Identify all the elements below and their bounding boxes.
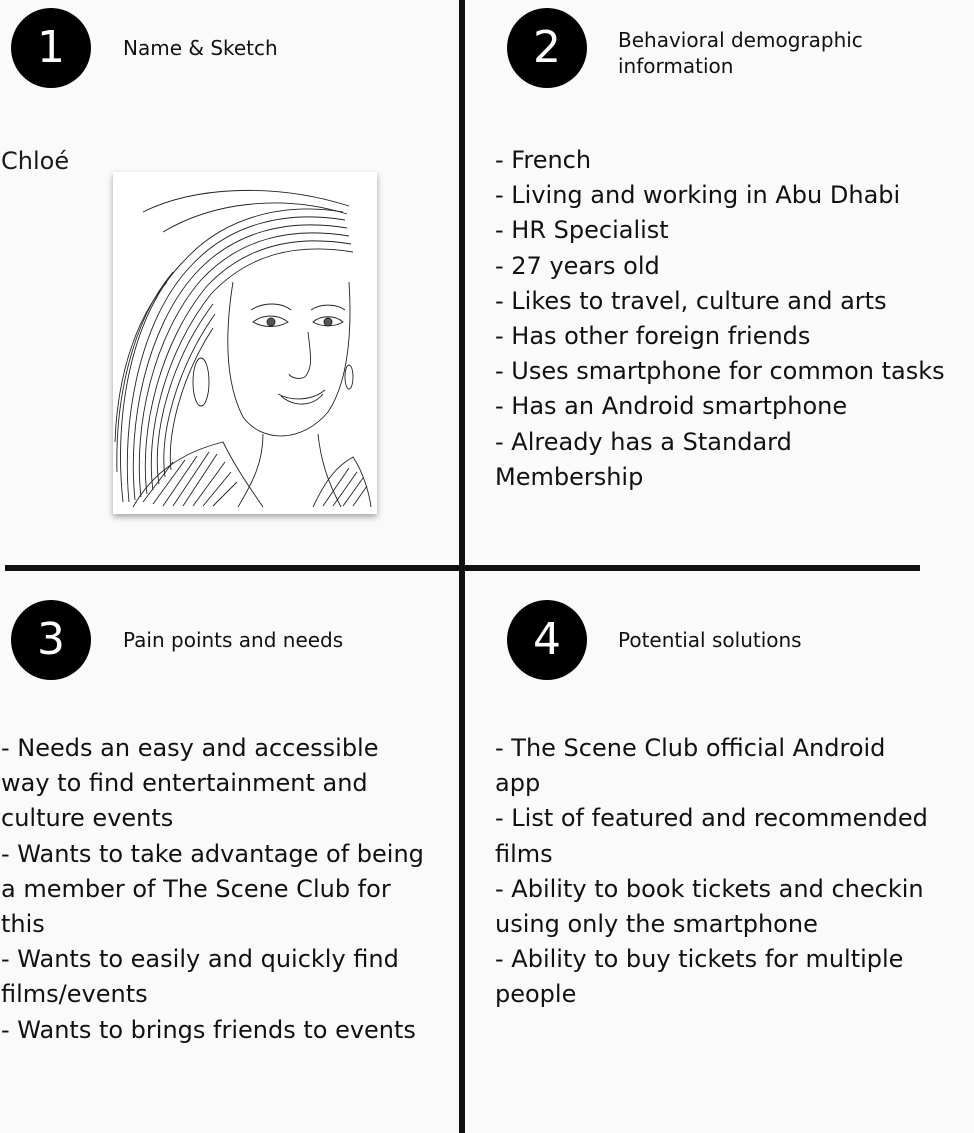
list-item: - French [495,146,592,174]
list-item: way to find entertainment and [1,769,368,798]
list-item: - Has an Android smartphone [495,392,848,421]
list-item: this [1,910,45,939]
list-item: - Has other foreign friends [495,322,811,351]
list-item: - Living and working in Abu Dhabi [495,181,901,210]
list-item: - List of featured and recommended [495,804,928,833]
step-badge-2: 2 [507,8,587,88]
quadrant-2-title: Behavioral demographic information [618,28,863,78]
list-item: - Needs an easy and accessible [1,734,379,762]
pain-points-list [1,731,456,1048]
solutions-list [495,731,973,1013]
list-item: - HR Specialist [495,216,669,245]
step-badge-4: 4 [507,600,587,680]
list-item: - Ability to book tickets and checkin [495,874,924,903]
step-badge-1: 1 [11,8,91,88]
demographic-list [495,143,973,495]
list-item: - Ability to buy tickets for multiple [495,945,904,974]
list-item: Membership [495,462,644,491]
list-item: app [495,769,541,798]
persona-sketch [113,172,377,514]
list-item: - Likes to travel, culture and arts [495,286,887,315]
list-item: - Wants to easily and quickly find [1,945,399,974]
list-item: - Wants to take advantage of being [1,839,424,868]
portrait-sketch-image [113,172,377,514]
list-item: people [495,980,577,1009]
list-item: culture events [1,804,174,833]
persona-name: Chloé [1,147,70,175]
quadrant-3-title: Pain points and needs [123,628,344,652]
list-item: - The Scene Club official Android [495,734,886,762]
list-item: films/events [1,980,148,1009]
list-item: a member of The Scene Club for [1,874,391,903]
quadrant-1-title: Name & Sketch [123,36,278,60]
quadrant-4-title: Potential solutions [618,628,802,652]
step-badge-3: 3 [11,600,91,680]
list-item: - Uses smartphone for common tasks [495,357,945,386]
list-item: using only the smartphone [495,910,818,939]
list-item: films [495,839,553,868]
horizontal-divider [5,565,920,571]
list-item: - Wants to brings friends to events [1,1015,416,1044]
list-item: - Already has a Standard [495,427,792,456]
list-item: - 27 years old [495,251,660,280]
